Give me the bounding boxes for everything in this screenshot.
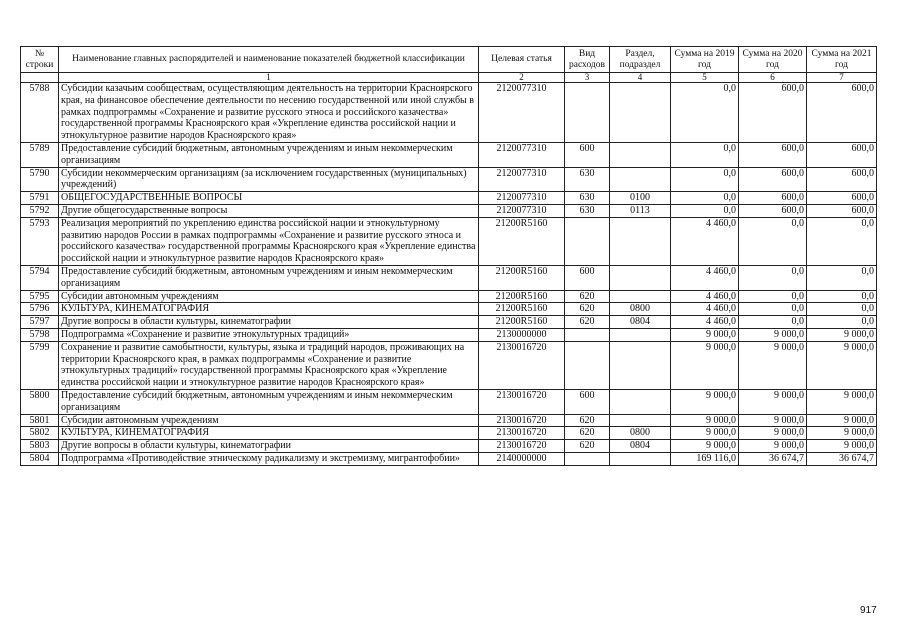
row-expense-kind: 600	[565, 265, 610, 290]
row-target-article: 2120077310	[479, 167, 565, 192]
row-sum-2021: 600,0	[807, 167, 877, 192]
row-name: КУЛЬТУРА, КИНЕМАТОГРАФИЯ	[59, 427, 479, 440]
row-expense-kind: 600	[565, 142, 610, 167]
row-section: 0804	[610, 316, 671, 329]
row-target-article: 2120077310	[479, 204, 565, 217]
row-name: Подпрограмма «Противодействие этническому радикализму и экстремизму, мигрантофобии»	[59, 452, 479, 465]
row-sum-2019: 0,0	[671, 167, 739, 192]
row-sum-2021: 600,0	[807, 192, 877, 205]
row-sum-2020: 600,0	[739, 192, 807, 205]
column-number: 7	[807, 73, 877, 83]
row-number: 5800	[21, 389, 59, 414]
row-sum-2020: 0,0	[739, 217, 807, 265]
row-sum-2019: 9 000,0	[671, 427, 739, 440]
row-expense-kind	[565, 328, 610, 341]
row-target-article: 21200R5160	[479, 316, 565, 329]
row-target-article: 2130016720	[479, 389, 565, 414]
row-name: Другие вопросы в области культуры, кинематографии	[59, 440, 479, 453]
table-row	[21, 290, 877, 303]
row-sum-2020: 600,0	[739, 167, 807, 192]
col-header-sum-2021: Сумма на 2021 год	[807, 47, 877, 73]
row-name: Предоставление субсидий бюджетным, автономным учреждениям и иным некоммерческим организациям	[59, 265, 479, 290]
table-row	[21, 167, 877, 192]
column-number: 5	[671, 73, 739, 83]
column-number: 3	[565, 73, 610, 83]
row-sum-2020: 0,0	[739, 265, 807, 290]
row-sum-2021: 0,0	[807, 217, 877, 265]
row-sum-2021: 9 000,0	[807, 328, 877, 341]
row-sum-2019: 9 000,0	[671, 328, 739, 341]
budget-table	[20, 46, 877, 466]
row-name: КУЛЬТУРА, КИНЕМАТОГРАФИЯ	[59, 303, 479, 316]
row-sum-2019: 9 000,0	[671, 414, 739, 427]
row-section	[610, 452, 671, 465]
row-target-article: 21200R5160	[479, 290, 565, 303]
row-section	[610, 167, 671, 192]
row-sum-2020: 9 000,0	[739, 427, 807, 440]
table-row	[21, 303, 877, 316]
table-row	[21, 427, 877, 440]
table-body	[21, 83, 877, 466]
col-header-target: Целевая статья	[479, 47, 565, 73]
row-section: 0800	[610, 427, 671, 440]
table-row	[21, 265, 877, 290]
header-row	[21, 47, 877, 73]
row-expense-kind	[565, 83, 610, 143]
row-target-article: 2140000000	[479, 452, 565, 465]
row-target-article: 2130000000	[479, 328, 565, 341]
row-section	[610, 142, 671, 167]
row-target-article: 21200R5160	[479, 303, 565, 316]
row-number: 5791	[21, 192, 59, 205]
row-name: Реализация мероприятий по укреплению единства российской нации и этнокультурному развитию народов России в рамках подпрограммы «Сохранение и развитие русского этноса и российского казачества» государственной программы Красноярского края «Укрепление единства российской нации и этнокультурное развитие народов Красноярского края»	[59, 217, 479, 265]
column-numbers-row	[21, 73, 877, 83]
column-number-blank	[21, 73, 59, 83]
row-section: 0113	[610, 204, 671, 217]
row-sum-2021: 0,0	[807, 290, 877, 303]
row-name: Предоставление субсидий бюджетным, автономным учреждениям и иным некоммерческим организациям	[59, 389, 479, 414]
row-section: 0800	[610, 303, 671, 316]
row-sum-2019: 9 000,0	[671, 389, 739, 414]
table-row	[21, 316, 877, 329]
row-number: 5798	[21, 328, 59, 341]
row-expense-kind: 620	[565, 440, 610, 453]
row-sum-2021: 9 000,0	[807, 389, 877, 414]
row-sum-2020: 9 000,0	[739, 341, 807, 389]
row-sum-2021: 9 000,0	[807, 341, 877, 389]
table-row	[21, 217, 877, 265]
row-target-article: 21200R5160	[479, 217, 565, 265]
row-sum-2021: 0,0	[807, 316, 877, 329]
row-section: 0100	[610, 192, 671, 205]
row-target-article: 2120077310	[479, 83, 565, 143]
row-expense-kind	[565, 341, 610, 389]
row-number: 5797	[21, 316, 59, 329]
row-sum-2019: 4 460,0	[671, 303, 739, 316]
row-sum-2019: 0,0	[671, 192, 739, 205]
row-sum-2020: 9 000,0	[739, 389, 807, 414]
table-row	[21, 192, 877, 205]
row-sum-2019: 9 000,0	[671, 341, 739, 389]
row-number: 5792	[21, 204, 59, 217]
row-expense-kind: 630	[565, 204, 610, 217]
row-sum-2019: 0,0	[671, 83, 739, 143]
col-header-name: Наименование главных распорядителей и наименование показателей бюджетной классификации	[59, 47, 479, 73]
row-sum-2021: 0,0	[807, 303, 877, 316]
row-expense-kind: 630	[565, 192, 610, 205]
row-number: 5801	[21, 414, 59, 427]
row-expense-kind: 600	[565, 389, 610, 414]
row-section	[610, 389, 671, 414]
row-section	[610, 328, 671, 341]
row-sum-2019: 4 460,0	[671, 290, 739, 303]
col-header-row-no: № строки	[21, 47, 59, 73]
row-target-article: 2120077310	[479, 192, 565, 205]
row-sum-2021: 36 674,7	[807, 452, 877, 465]
row-expense-kind: 620	[565, 303, 610, 316]
row-number: 5799	[21, 341, 59, 389]
row-sum-2021: 9 000,0	[807, 414, 877, 427]
page-number: 917	[860, 605, 877, 616]
table-row	[21, 142, 877, 167]
row-number: 5803	[21, 440, 59, 453]
row-sum-2020: 600,0	[739, 204, 807, 217]
row-sum-2020: 600,0	[739, 83, 807, 143]
row-name: Подпрограмма «Сохранение и развитие этнокультурных традиций»	[59, 328, 479, 341]
table-row	[21, 204, 877, 217]
table-row	[21, 83, 877, 143]
row-sum-2019: 169 116,0	[671, 452, 739, 465]
row-number: 5794	[21, 265, 59, 290]
row-sum-2020: 9 000,0	[739, 414, 807, 427]
row-sum-2020: 600,0	[739, 142, 807, 167]
row-target-article: 2120077310	[479, 142, 565, 167]
column-number: 2	[479, 73, 565, 83]
row-section	[610, 83, 671, 143]
row-section	[610, 217, 671, 265]
table-row	[21, 328, 877, 341]
col-header-kind: Вид расходов	[565, 47, 610, 73]
row-sum-2019: 4 460,0	[671, 265, 739, 290]
row-sum-2019: 0,0	[671, 142, 739, 167]
row-number: 5790	[21, 167, 59, 192]
row-number: 5793	[21, 217, 59, 265]
row-sum-2019: 4 460,0	[671, 316, 739, 329]
row-number: 5804	[21, 452, 59, 465]
row-name: Предоставление субсидий бюджетным, автономным учреждениям и иным некоммерческим организациям	[59, 142, 479, 167]
row-sum-2021: 9 000,0	[807, 440, 877, 453]
row-section	[610, 265, 671, 290]
row-name: Субсидии казачьим сообществам, осуществляющим деятельность на территории Красноярского края, на финансовое обеспечение деятельности по несению государственной или иной службы в рамках подпрограммы «Сохранение и развитие русского этноса и российского казачества» государственной программы Красноярского края «Укрепление единства российской нации и этнокультурное развитие народов Красноярского края»	[59, 83, 479, 143]
row-number: 5795	[21, 290, 59, 303]
row-sum-2021: 600,0	[807, 142, 877, 167]
row-number: 5796	[21, 303, 59, 316]
row-target-article: 2130016720	[479, 427, 565, 440]
row-sum-2021: 0,0	[807, 265, 877, 290]
row-number: 5789	[21, 142, 59, 167]
row-sum-2020: 0,0	[739, 303, 807, 316]
row-section	[610, 341, 671, 389]
row-sum-2020: 0,0	[739, 316, 807, 329]
row-expense-kind: 620	[565, 427, 610, 440]
row-expense-kind	[565, 217, 610, 265]
row-sum-2021: 600,0	[807, 204, 877, 217]
row-target-article: 21200R5160	[479, 265, 565, 290]
row-number: 5802	[21, 427, 59, 440]
column-number: 1	[59, 73, 479, 83]
row-name: Другие вопросы в области культуры, кинематографии	[59, 316, 479, 329]
col-header-section: Раздел, подраздел	[610, 47, 671, 73]
row-expense-kind: 620	[565, 290, 610, 303]
row-name: Другие общегосударственные вопросы	[59, 204, 479, 217]
row-name: Субсидии автономным учреждениям	[59, 414, 479, 427]
col-header-sum-2020: Сумма на 2020 год	[739, 47, 807, 73]
row-section: 0804	[610, 440, 671, 453]
row-target-article: 2130016720	[479, 341, 565, 389]
row-name: Сохранение и развитие самобытности, культуры, языка и традиций народов, проживающих на территории Красноярского края, в рамках подпрограммы «Сохранение и развитие этнокультурных традиций» государственной программы Красноярского края «Укрепление единства российской нации и этнокультурное развитие народов Красноярского края»	[59, 341, 479, 389]
row-sum-2021: 9 000,0	[807, 427, 877, 440]
row-target-article: 2130016720	[479, 414, 565, 427]
row-sum-2019: 0,0	[671, 204, 739, 217]
row-number: 5788	[21, 83, 59, 143]
row-name: Субсидии автономным учреждениям	[59, 290, 479, 303]
row-target-article: 2130016720	[479, 440, 565, 453]
row-sum-2019: 9 000,0	[671, 440, 739, 453]
table-row	[21, 440, 877, 453]
row-sum-2020: 0,0	[739, 290, 807, 303]
row-sum-2019: 4 460,0	[671, 217, 739, 265]
table-row	[21, 414, 877, 427]
table-row	[21, 389, 877, 414]
row-sum-2020: 9 000,0	[739, 328, 807, 341]
row-expense-kind: 620	[565, 414, 610, 427]
row-expense-kind: 620	[565, 316, 610, 329]
row-sum-2021: 600,0	[807, 83, 877, 143]
row-section	[610, 290, 671, 303]
table-row	[21, 341, 877, 389]
column-number: 4	[610, 73, 671, 83]
col-header-sum-2019: Сумма на 2019 год	[671, 47, 739, 73]
row-sum-2020: 9 000,0	[739, 440, 807, 453]
row-name: Субсидии некоммерческим организациям (за исключением государственных (муниципальных) учреждений)	[59, 167, 479, 192]
row-name: ОБЩЕГОСУДАРСТВЕННЫЕ ВОПРОСЫ	[59, 192, 479, 205]
row-section	[610, 414, 671, 427]
column-number: 6	[739, 73, 807, 83]
row-expense-kind: 630	[565, 167, 610, 192]
row-sum-2020: 36 674,7	[739, 452, 807, 465]
row-expense-kind	[565, 452, 610, 465]
table-row	[21, 452, 877, 465]
